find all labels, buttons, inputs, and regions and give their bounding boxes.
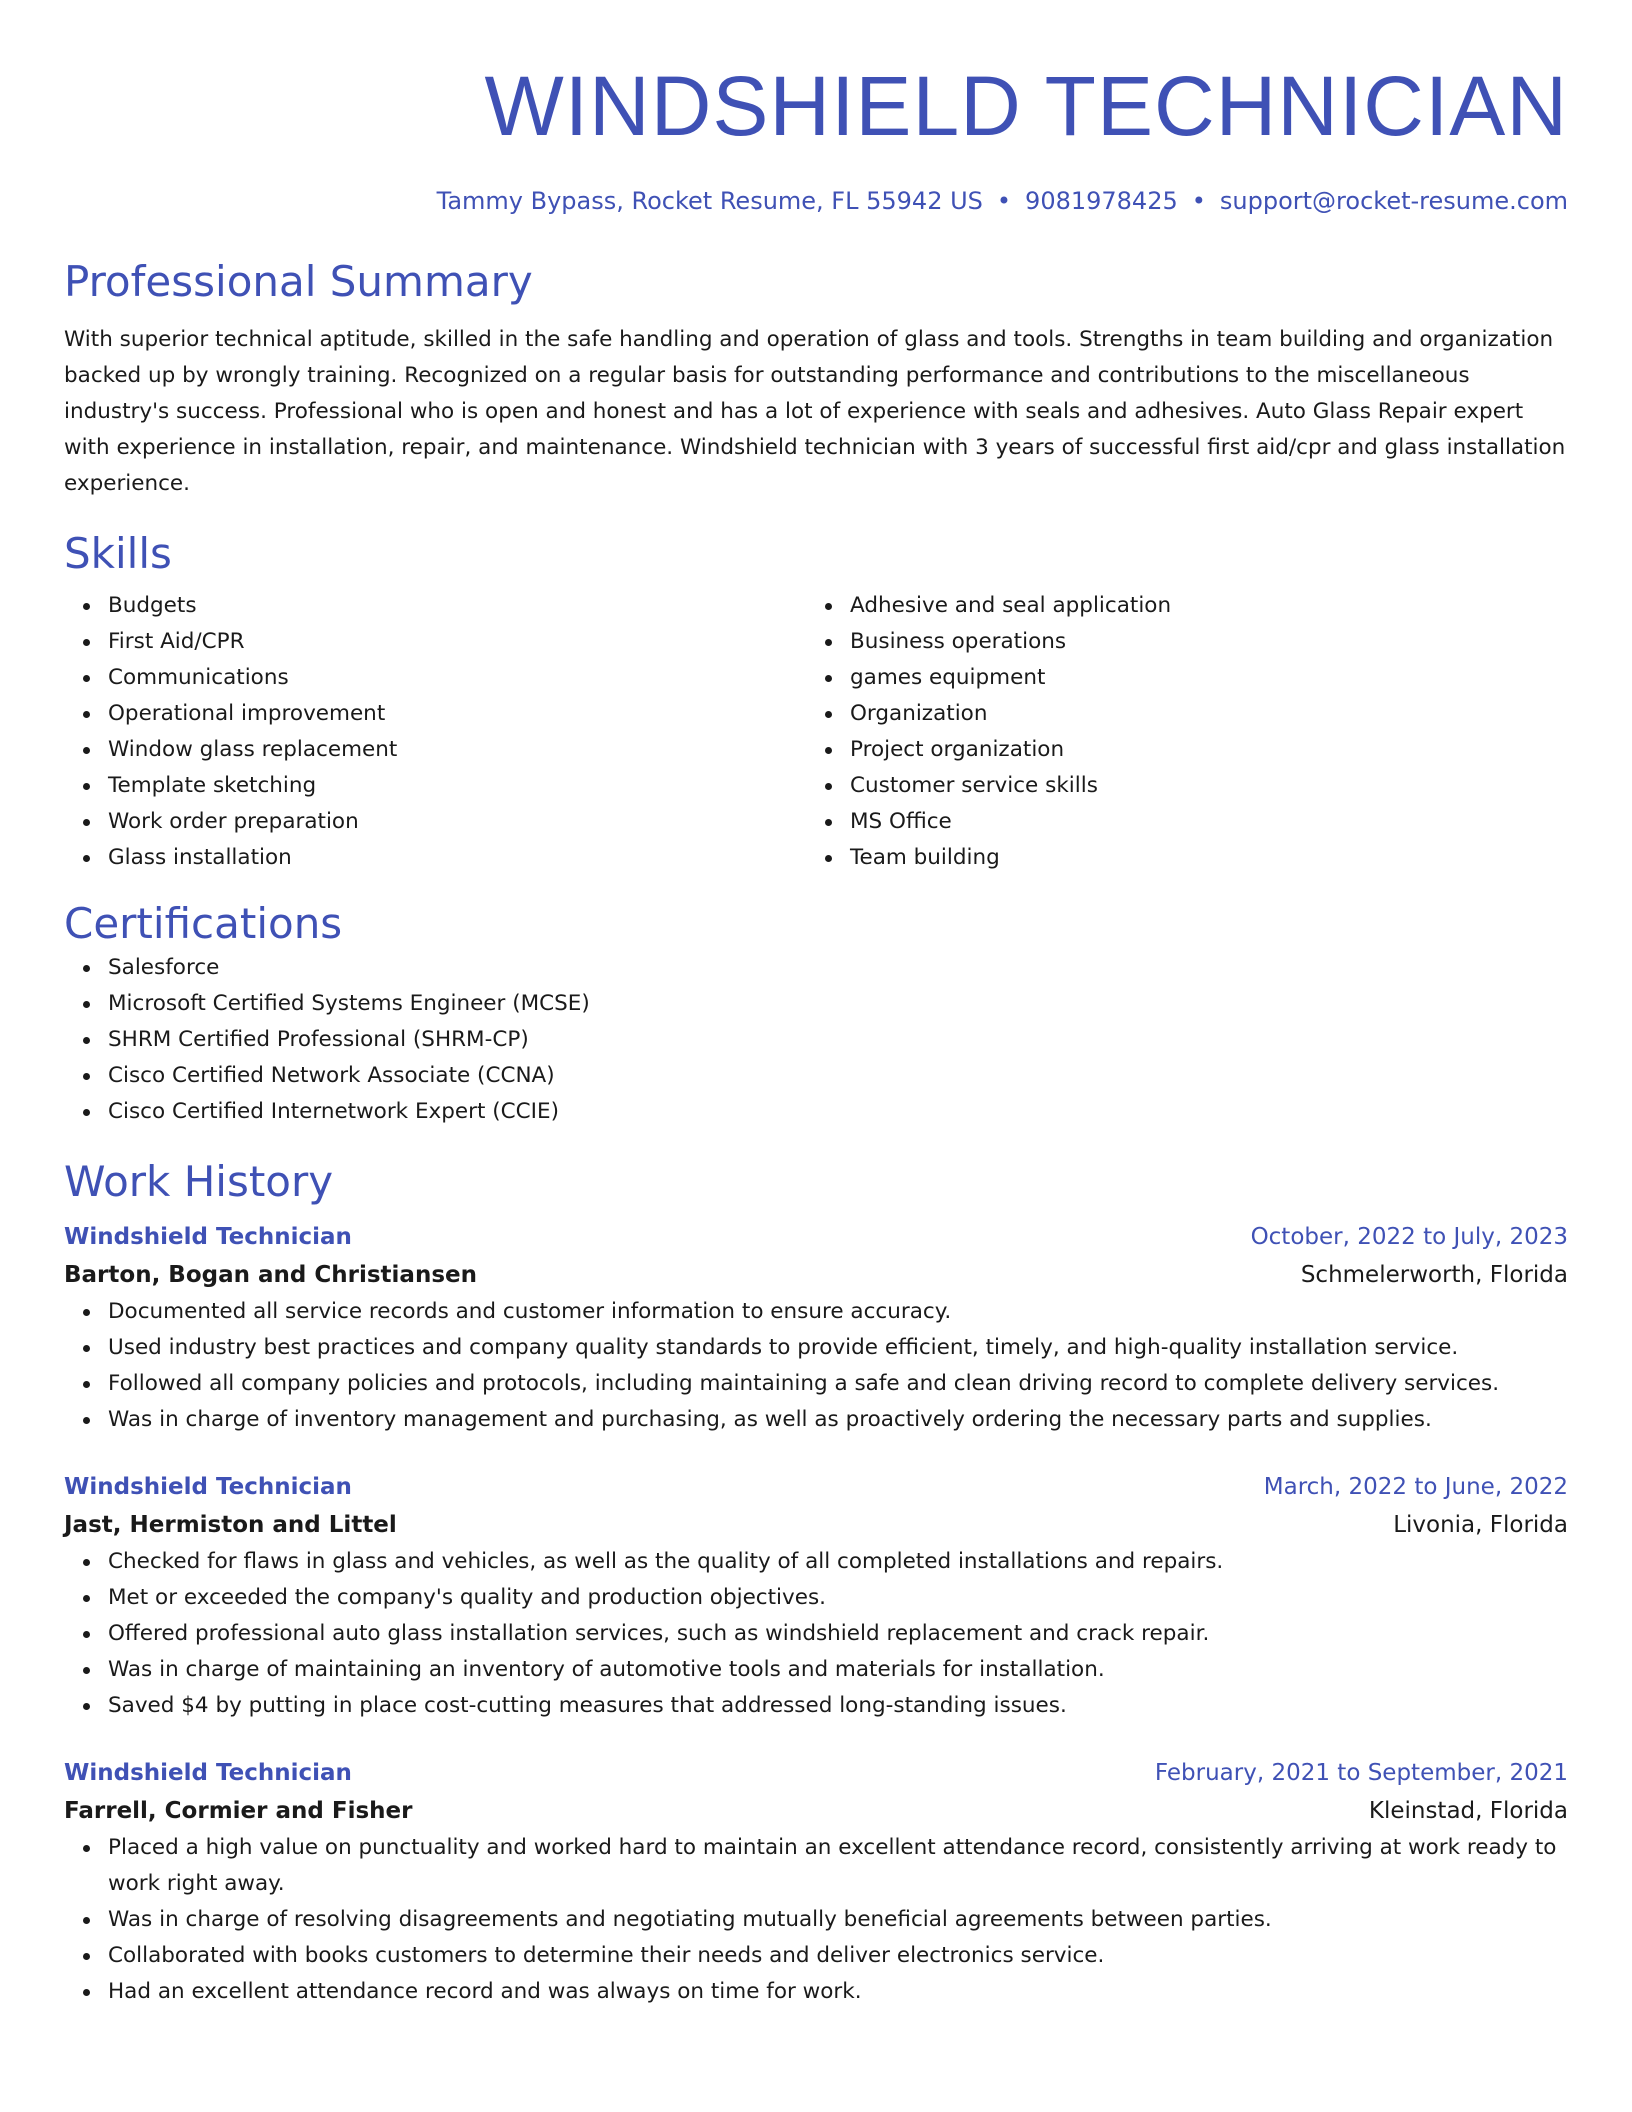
contact-line [64,184,1568,218]
skill-item: Customer service skills [850,768,1548,804]
job-duty: Placed a high value on punctuality and worked hard to maintain an excellent attendance record, consistently arriving at work ready to work right away. [108,1830,1568,1902]
contact-separator: • [996,187,1012,215]
job-dates: March, 2022 to June, 2022 [1263,1474,1568,1500]
certification-item: Cisco Certified Network Associate (CCNA) [108,1058,1568,1094]
certifications-list [64,950,1568,1130]
certifications-heading: Certifications [64,899,343,948]
contact-separator: • [1191,187,1206,215]
skill-item: Adhesive and seal application [850,588,1548,624]
job-location: Schmelerworth, Florida [1300,1262,1568,1288]
job-duty: Collaborated with books customers to determine their needs and deliver electronics service. [108,1938,1568,1974]
job-company: Jast, Hermiston and Littel [64,1512,397,1538]
certification-item: Salesforce [108,950,1568,986]
job-dates: February, 2021 to September, 2021 [1154,1760,1568,1786]
skill-item: Glass installation [108,840,806,876]
skill-item: Template sketching [108,768,806,804]
skills-list-right [806,588,1548,876]
certification-item: SHRM Certified Professional (SHRM-CP) [108,1022,1568,1058]
job-dates: October, 2022 to July, 2023 [1250,1224,1568,1250]
certification-item: Microsoft Certified Systems Engineer (MCSE) [108,986,1568,1022]
job-duty: Used industry best practices and company quality standards to provide efficient, timely, and high-quality installation service. [108,1330,1568,1366]
job-title: Windshield Technician [64,1224,352,1250]
job-duty: Checked for flaws in glass and vehicles, as well as the quality of all completed installations and repairs. [108,1544,1568,1580]
skill-item: Window glass replacement [108,732,806,768]
certification-item: Cisco Certified Internetwork Expert (CCIE) [108,1094,1568,1130]
job-employer-row [64,1506,1568,1544]
job-duty: Was in charge of resolving disagreements and negotiating mutually beneficial agreements between parties. [108,1902,1568,1938]
job-title: Windshield Technician [64,1474,352,1500]
skill-item: games equipment [850,660,1548,696]
skill-item: Business operations [850,624,1548,660]
job-duty: Was in charge of maintaining an inventory of automotive tools and materials for installation. [108,1652,1568,1688]
contact-phone: 9081978425 [1025,187,1178,215]
job-company: Barton, Bogan and Christiansen [64,1262,477,1288]
skill-item: Team building [850,840,1548,876]
job-header-row [64,1754,1568,1792]
skill-item: Communications [108,660,806,696]
job-employer-row [64,1792,1568,1830]
job-duty: Was in charge of inventory management and purchasing, as well as proactively ordering the necessary parts and supplies. [108,1402,1568,1438]
job-duty: Followed all company policies and protocols, including maintaining a safe and clean driving record to complete delivery services. [108,1366,1568,1402]
job-location: Livonia, Florida [1393,1512,1568,1538]
job-entry [64,1754,1568,2010]
contact-address: Tammy Bypass, Rocket Resume, FL 55942 US [436,187,983,215]
skill-item: First Aid/CPR [108,624,806,660]
job-duty: Offered professional auto glass installation services, such as windshield replacement and crack repair. [108,1616,1568,1652]
job-duty: Met or exceeded the company's quality and production objectives. [108,1580,1568,1616]
skill-item: Budgets [108,588,806,624]
job-header-row [64,1218,1568,1256]
skill-item: Project organization [850,732,1548,768]
job-duty: Documented all service records and customer information to ensure accuracy. [108,1294,1568,1330]
job-duties-list [64,1294,1568,1438]
skill-item: MS Office [850,804,1548,840]
skills-list-left [64,588,806,876]
job-entry [64,1468,1568,1724]
job-duty: Had an excellent attendance record and was always on time for work. [108,1974,1568,2010]
summary-text: With superior technical aptitude, skilled in the safe handling and operation of glass and tools. Strengths in team building and organization backed up by wrongly training. Recognized on a regular basis for outstanding performance and contributions to the miscellaneous industry's success. Professional who is open and honest and has a lot of experience with seals and adhesives. Auto Glass Repair expert with experience in installation, repair, and maintenance. Windshield technician with 3 years of successful first aid/cpr and glass installation experience. [64,327,1566,496]
contact-email[interactable]: support@rocket-resume.com [1219,187,1568,215]
job-company: Farrell, Cormier and Fisher [64,1798,413,1824]
skills-column-left [64,588,806,876]
summary-heading: Professional Summary [64,257,533,306]
job-employer-row [64,1256,1568,1294]
job-location: Kleinstad, Florida [1368,1798,1568,1824]
skills-grid [64,588,1568,876]
resume-title: WINDSHIELD TECHNICIAN [484,59,1568,153]
skill-item: Operational improvement [108,696,806,732]
job-header-row [64,1468,1568,1506]
job-entry [64,1218,1568,1438]
skill-item: Organization [850,696,1548,732]
skills-heading: Skills [64,529,172,578]
job-title: Windshield Technician [64,1760,352,1786]
work-history-heading: Work History [64,1157,334,1206]
skills-column-right [806,588,1548,876]
job-duty: Saved $4 by putting in place cost-cutting measures that addressed long-standing issues. [108,1688,1568,1724]
job-duties-list [64,1544,1568,1724]
job-duties-list [64,1830,1568,2010]
skill-item: Work order preparation [108,804,806,840]
